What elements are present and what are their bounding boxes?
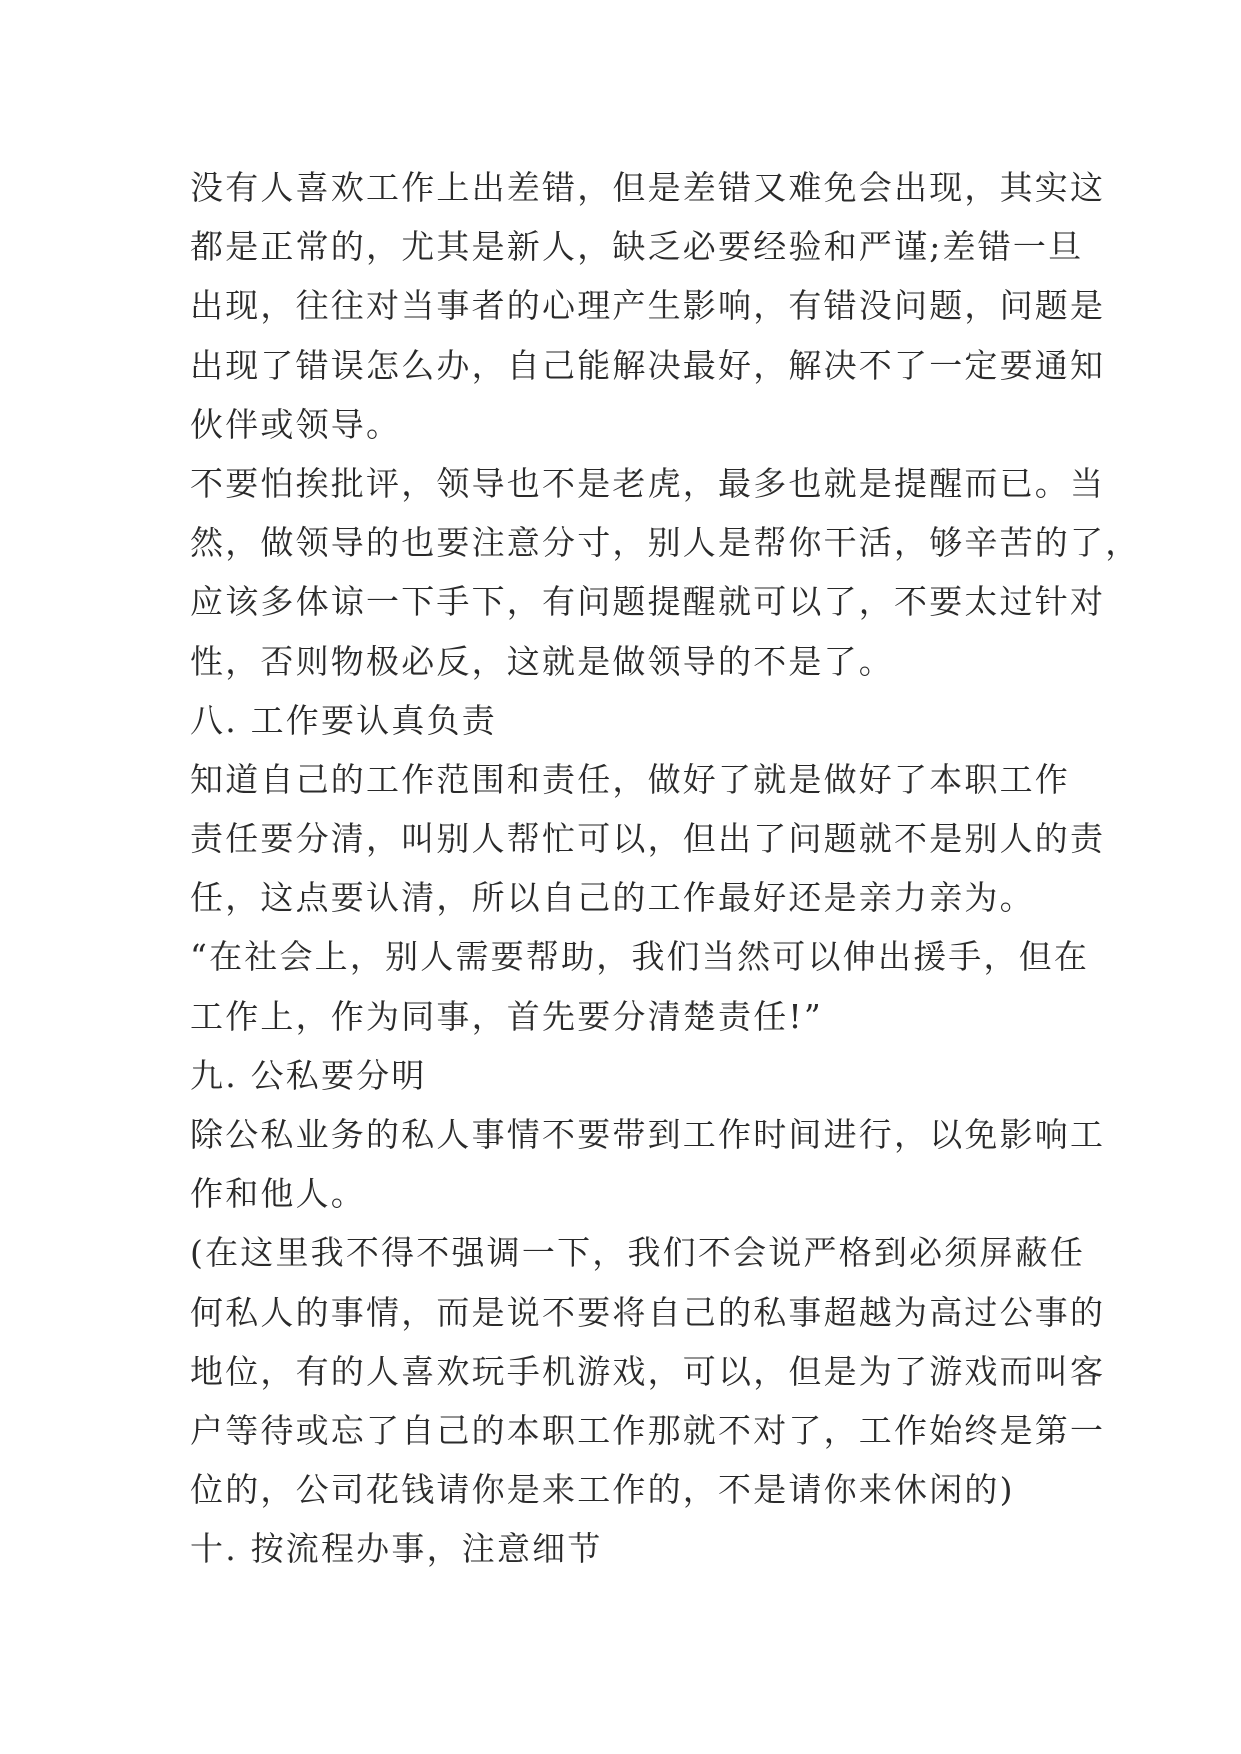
text-line: 出现，往往对当事者的心理产生影响，有错没问题，问题是	[190, 286, 1106, 326]
text-line: 户等待或忘了自己的本职工作那就不对了，工作始终是第一	[190, 1410, 1106, 1450]
quote-line: 工作上，作为同事，首先要分清楚责任!”	[190, 996, 823, 1036]
text-line: 何私人的事情，而是说不要将自己的私事超越为高过公事的	[190, 1292, 1106, 1332]
text-line: 知道自己的工作范围和责任，做好了就是做好了本职工作	[190, 759, 1070, 799]
text-line: 不要怕挨批评，领导也不是老虎，最多也就是提醒而已。当	[190, 463, 1106, 503]
text-line: 位的，公司花钱请你是来工作的，不是请你来休闲的)	[190, 1470, 1015, 1510]
text-line: 伙伴或领导。	[190, 404, 402, 444]
text-line: 地位，有的人喜欢玩手机游戏，可以，但是为了游戏而叫客	[190, 1351, 1106, 1391]
text-line: (在这里我不得不强调一下，我们不会说严格到必须屏蔽任	[190, 1233, 1086, 1273]
section-heading-10: 十. 按流程办事，注意细节	[190, 1529, 603, 1569]
text-line: 任，这点要认清，所以自己的工作最好还是亲力亲为。	[190, 878, 1035, 918]
text-line: 出现了错误怎么办，自己能解决最好，解决不了一定要通知	[190, 345, 1106, 385]
section-heading-9: 九. 公私要分明	[190, 1055, 427, 1095]
text-line: 都是正常的，尤其是新人，缺乏必要经验和严谨;差错一旦	[190, 227, 1084, 267]
text-line: 性，否则物极必反，这就是做领导的不是了。	[190, 641, 894, 681]
text-line: 应该多体谅一下手下，有问题提醒就可以了，不要太过针对	[190, 582, 1106, 622]
text-line: 然，做领导的也要注意分寸，别人是帮你干活，够辛苦的了，	[190, 523, 1141, 563]
text-line: 没有人喜欢工作上出差错，但是差错又难免会出现，其实这	[190, 168, 1106, 207]
text-line: 作和他人。	[190, 1174, 366, 1214]
text-line: 除公私业务的私人事情不要带到工作时间进行，以免影响工	[190, 1115, 1106, 1154]
text-line: 责任要分清，叫别人帮忙可以，但出了问题就不是别人的责	[190, 819, 1106, 859]
document-body	[190, 158, 1141, 1579]
quote-line: “在社会上，别人需要帮助，我们当然可以伸出援手，但在	[190, 937, 1090, 977]
section-heading-8: 八. 工作要认真负责	[190, 700, 497, 740]
